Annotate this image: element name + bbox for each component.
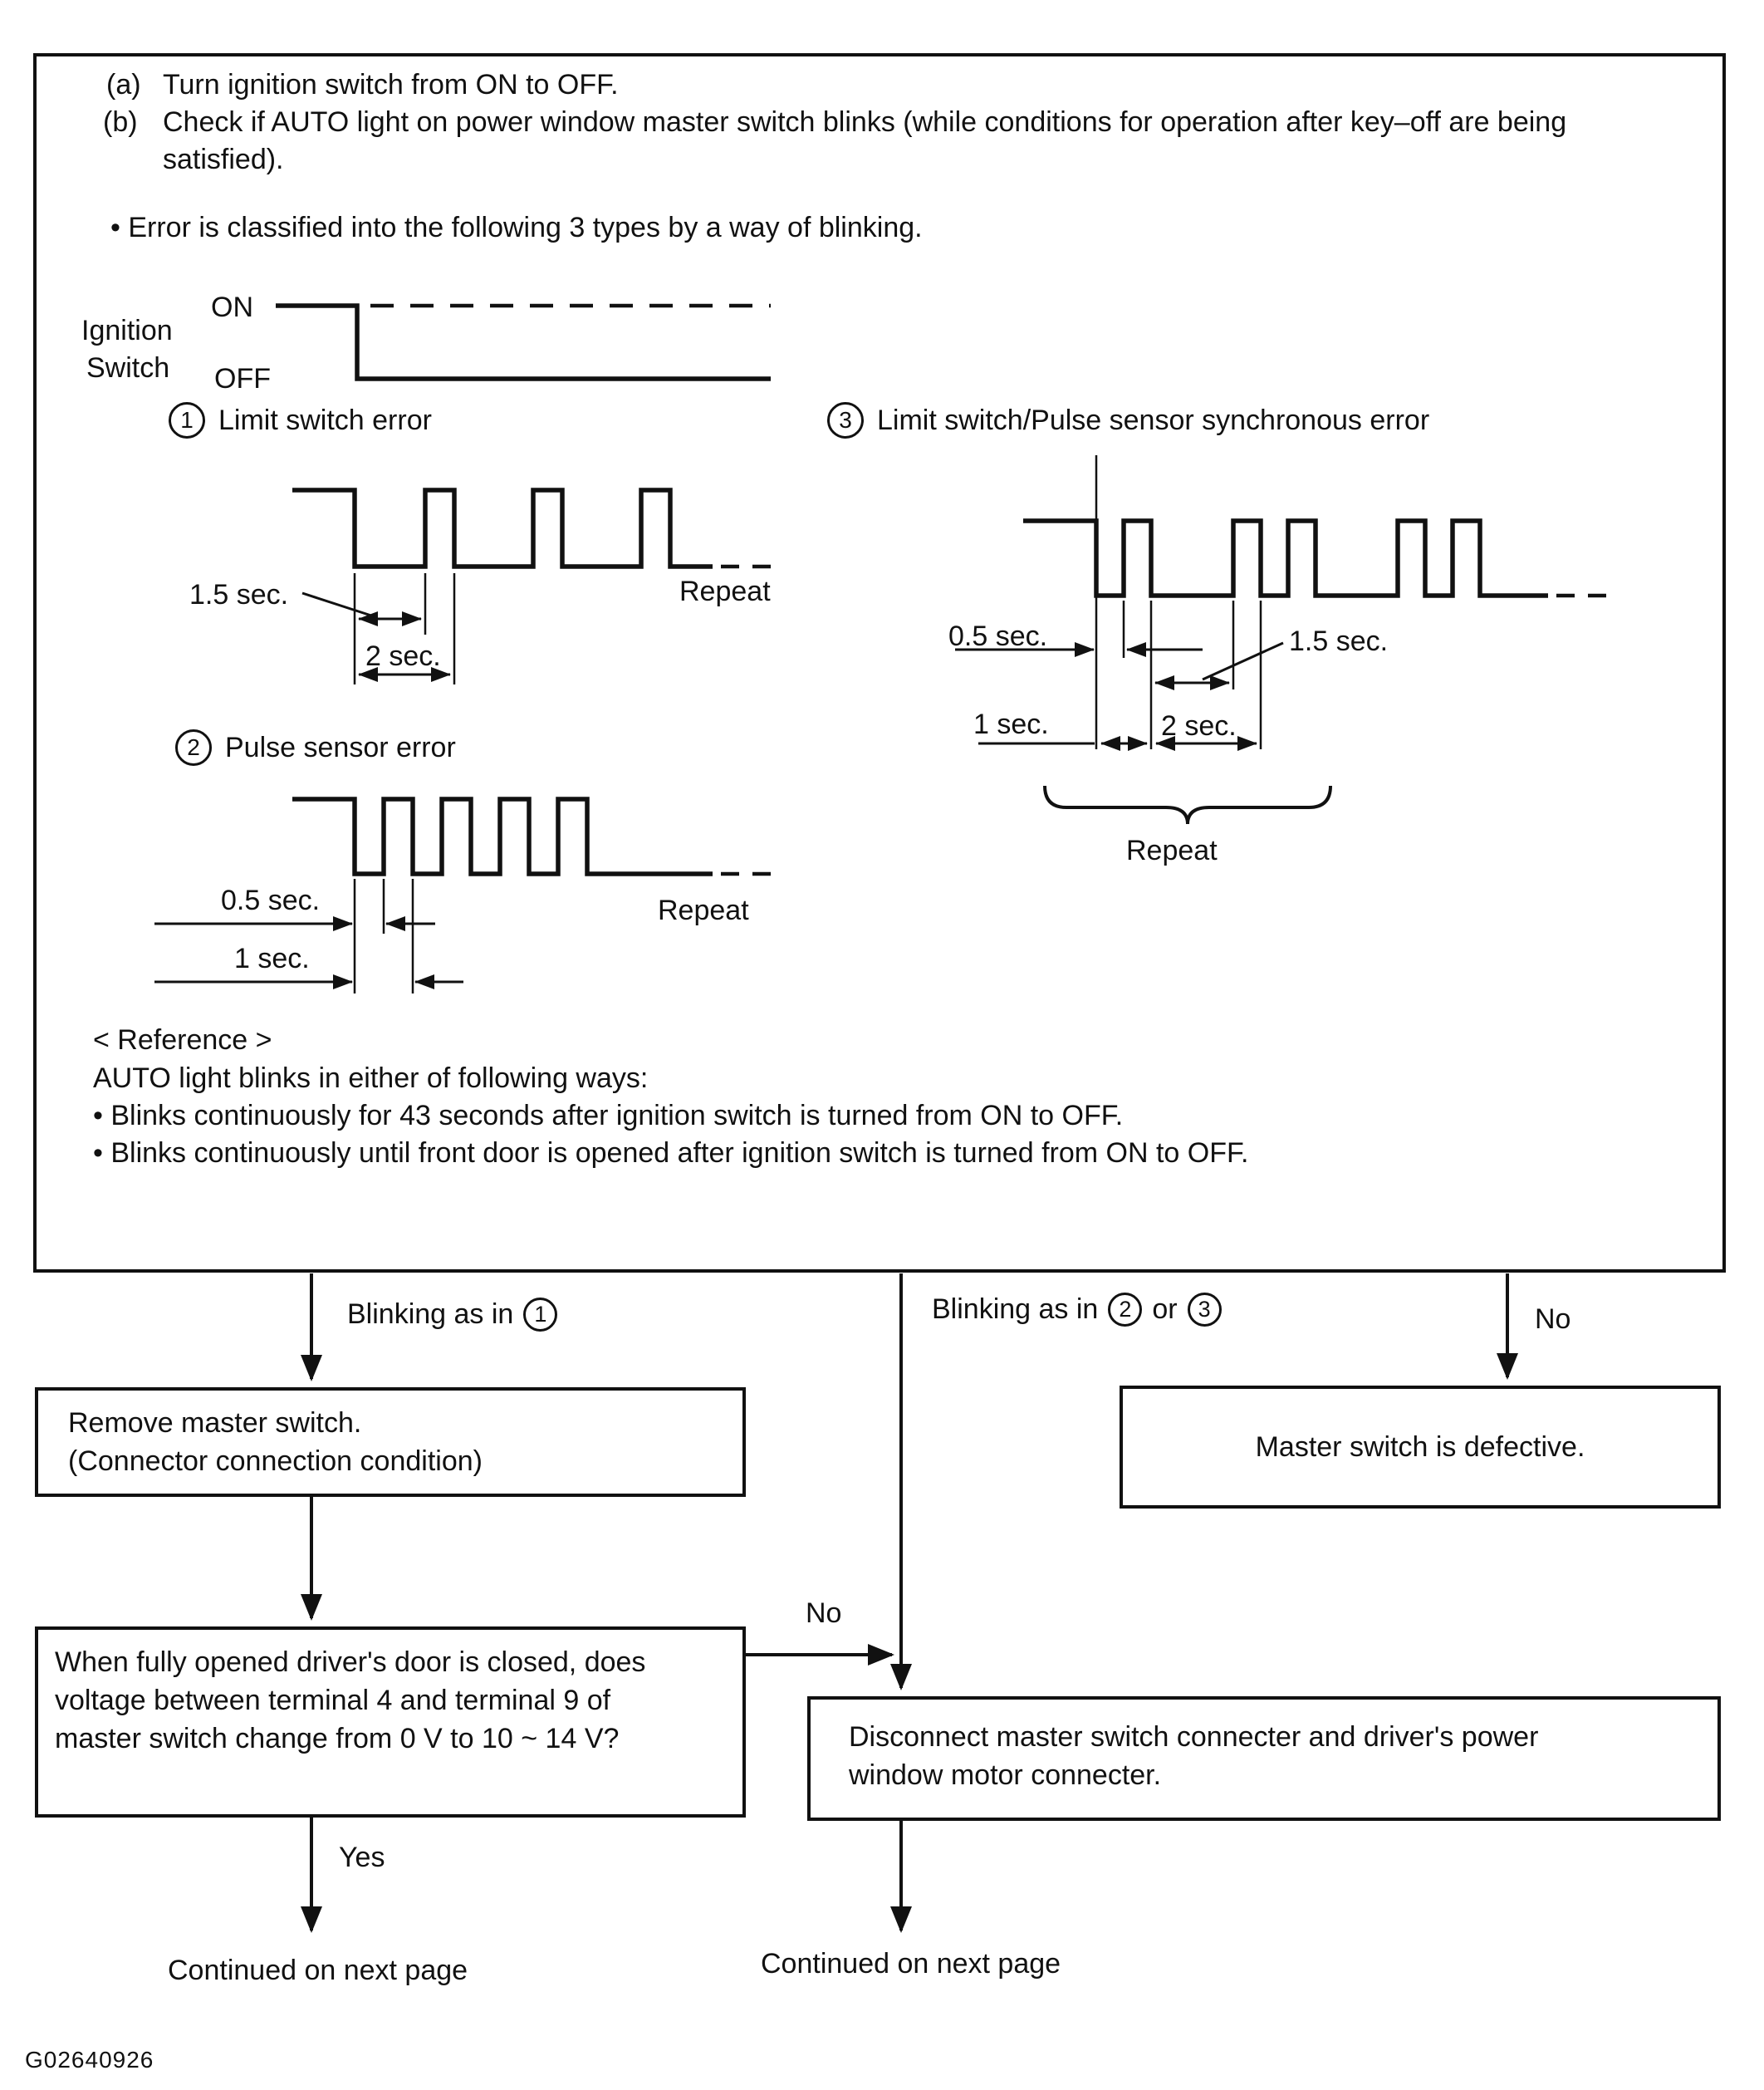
remove-master-switch-box [35, 1387, 746, 1497]
error1-repeat-label: Repeat [679, 576, 771, 607]
ignition-label-line1: Ignition [81, 315, 173, 346]
ignition-on-label: ON [211, 292, 253, 323]
error2-number-badge: 2 [175, 729, 212, 766]
branch-blinking-23-label [932, 1291, 1222, 1327]
reference-bullet-1: • Blinks continuously for 43 seconds after ignition switch is turned from ON to OFF. [93, 1100, 1124, 1131]
error1-heading [169, 402, 432, 439]
error3-t15-label: 1.5 sec. [1289, 626, 1389, 657]
reference-intro: AUTO light blinks in either of following ways: [93, 1062, 649, 1094]
error2-period-label: 1 sec. [234, 943, 310, 974]
reference-heading: < Reference > [93, 1024, 272, 1056]
reference-bullet-2: • Blinks continuously until front door is opened after ignition switch is turned from ON to OFF. [93, 1137, 1249, 1169]
classification-note: • Error is classified into the following 3 types by a way of blinking. [110, 212, 923, 243]
branch-blinking-23-text: Blinking as in [932, 1293, 1099, 1325]
branch-blinking-23-or: or [1152, 1293, 1178, 1325]
branch-blinking-1-number-badge: 1 [523, 1298, 557, 1332]
remove-box-line2: (Connector connection condition) [68, 1445, 483, 1477]
defective-box-text: Master switch is defective. [1255, 1431, 1585, 1463]
question-box-line3: master switch change from 0 V to 10 ~ 14 V? [55, 1723, 620, 1754]
error2-heading [175, 729, 456, 766]
continued-next-page-right: Continued on next page [761, 1948, 1061, 1980]
master-switch-defective-box [1120, 1386, 1721, 1509]
remove-box-line1: Remove master switch. [68, 1407, 362, 1439]
question-box-line1: When fully opened driver's door is closed, does [55, 1646, 646, 1678]
step-a-label: (a) [106, 69, 141, 101]
error1-offtime-label: 1.5 sec. [189, 579, 289, 611]
error3-title: Limit switch/Pulse sensor synchronous error [877, 405, 1430, 436]
disconnect-box-line2: window motor connecter. [849, 1759, 1162, 1791]
ignition-label-line2: Switch [86, 352, 170, 384]
branch-blinking-23-number-badge-b: 3 [1188, 1293, 1222, 1327]
error3-number-badge: 3 [827, 402, 864, 439]
error3-t1-label: 1 sec. [973, 709, 1049, 740]
disconnect-box-line1: Disconnect master switch connecter and driver's power [849, 1721, 1539, 1753]
error1-title: Limit switch error [218, 405, 432, 436]
error2-repeat-label: Repeat [658, 895, 749, 926]
step-b-label: (b) [103, 106, 138, 138]
step-b-text: Check if AUTO light on power window master switch blinks (while conditions for operation after key–off are being satisfied). [163, 106, 1567, 175]
branch-blinking-23-number-badge-a: 2 [1108, 1293, 1142, 1327]
error1-number-badge: 1 [169, 402, 205, 439]
question-no-label: No [806, 1597, 842, 1629]
flowchart-lines [311, 1273, 1507, 1931]
error3-t05-label: 0.5 sec. [948, 621, 1048, 652]
branch-blinking-1-label [347, 1296, 557, 1332]
step-a-text: Turn ignition switch from ON to OFF. [163, 69, 619, 101]
error2-title: Pulse sensor error [225, 732, 456, 763]
branch-blinking-1-text: Blinking as in [347, 1298, 514, 1330]
figure-code: G02640926 [25, 2047, 154, 2073]
error1-period-label: 2 sec. [365, 640, 441, 672]
error3-repeat-label: Repeat [1126, 835, 1218, 866]
question-box-line2: voltage between terminal 4 and terminal 9 of [55, 1685, 611, 1716]
error3-t2-label: 2 sec. [1161, 710, 1237, 742]
ignition-off-label: OFF [214, 363, 271, 395]
disconnect-connector-box [807, 1696, 1721, 1821]
error3-heading [827, 402, 1429, 439]
continued-next-page-left: Continued on next page [168, 1955, 468, 1986]
question-yes-label: Yes [339, 1842, 385, 1873]
voltage-question-box [35, 1626, 746, 1818]
error2-offtime-label: 0.5 sec. [221, 885, 321, 916]
branch-no-label: No [1535, 1303, 1571, 1335]
